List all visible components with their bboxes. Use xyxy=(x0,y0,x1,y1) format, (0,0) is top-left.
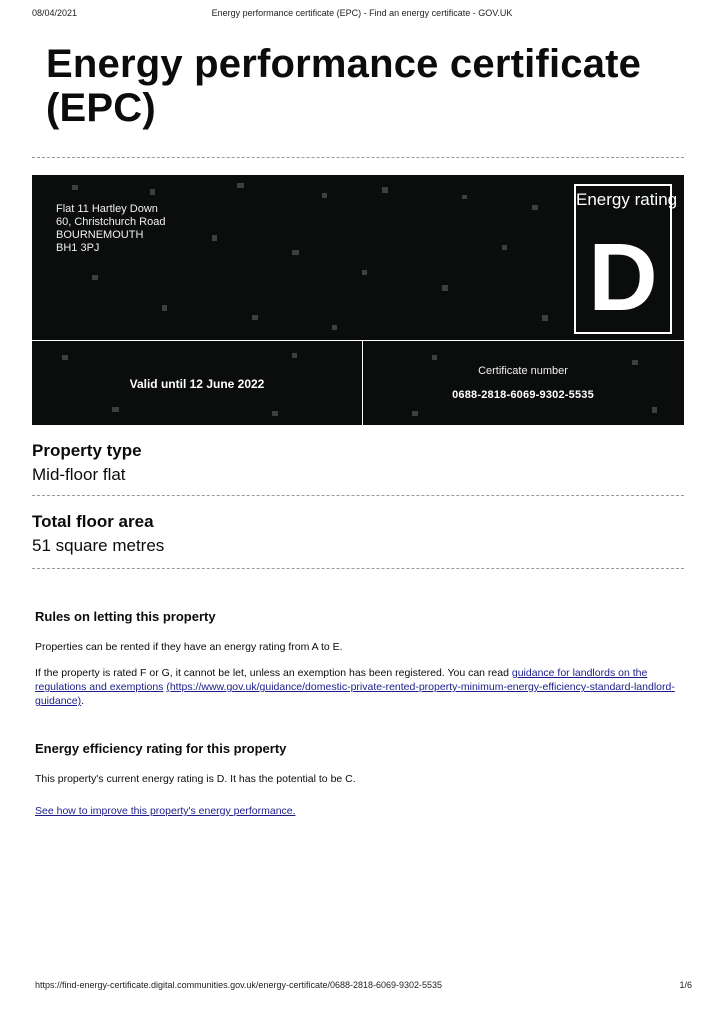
scan-speckle xyxy=(462,195,467,199)
scan-speckle xyxy=(252,315,258,320)
scan-speckle xyxy=(162,305,167,311)
letting-rules-text-end: . xyxy=(81,695,85,707)
scan-speckle xyxy=(237,183,244,188)
scan-speckle xyxy=(72,185,78,190)
scan-speckle xyxy=(432,355,437,360)
improve-performance-paragraph xyxy=(35,804,695,818)
page-number: 1/6 xyxy=(679,980,692,990)
certificate-number-label: Certificate number xyxy=(478,365,568,377)
scan-speckle xyxy=(542,315,548,321)
scan-speckle xyxy=(332,325,337,330)
property-type-heading: Property type xyxy=(32,441,142,460)
scan-speckle xyxy=(442,285,448,291)
print-date: 08/04/2021 xyxy=(32,8,78,18)
divider xyxy=(32,495,684,496)
print-url: https://find-energy-certificate.digital.communities.gov.uk/energy-certificate/0688-2818-6069-9302-5535 xyxy=(35,980,443,990)
divider xyxy=(32,568,684,569)
scan-speckle xyxy=(212,235,217,241)
efficiency-rating-heading: Energy efficiency rating for this property xyxy=(35,741,287,756)
property-type-value: Mid-floor flat xyxy=(32,465,126,484)
address-line: BOURNEMOUTH xyxy=(56,229,144,241)
floor-area-heading: Total floor area xyxy=(32,512,154,531)
page-title-line-1: Energy performance certificate xyxy=(46,42,642,86)
print-footer xyxy=(35,980,692,994)
floor-area-value: 51 square metres xyxy=(32,536,165,555)
letting-rules-paragraph-2 xyxy=(35,666,695,708)
scan-speckle xyxy=(322,193,327,198)
print-page-title: Energy performance certificate (EPC) - Find an energy certificate - GOV.UK xyxy=(211,8,513,18)
page-title xyxy=(46,42,686,130)
scan-speckle xyxy=(62,355,68,360)
energy-rating-panel xyxy=(574,184,678,334)
scan-speckle xyxy=(502,245,507,250)
efficiency-rating-paragraph: This property's current energy rating is D. It has the potential to be C. xyxy=(35,773,356,785)
scan-speckle xyxy=(112,407,119,412)
certificate-summary-box xyxy=(32,175,684,425)
certificate-number: 0688-2818-6069-9302-5535 xyxy=(452,389,594,401)
landlord-guidance-link[interactable]: guidance for landlords on the regulations and exemptions xyxy=(35,667,648,693)
scan-speckle xyxy=(292,250,299,255)
property-address xyxy=(56,203,165,255)
address-line: 60, Christchurch Road xyxy=(56,216,166,228)
address-line: Flat 11 Hartley Down xyxy=(56,203,158,215)
scan-speckle xyxy=(532,205,538,210)
energy-rating-letter: D xyxy=(588,224,658,331)
scan-speckle xyxy=(412,411,418,416)
certificate-top-panel xyxy=(32,175,684,340)
landlord-guidance-url[interactable]: (https://www.gov.uk/guidance/domestic-private-rented-property-minimum-energy-efficiency-standard-landlord-guidance) xyxy=(35,681,675,707)
letting-rules-paragraph-1: Properties can be rented if they have an energy rating from A to E. xyxy=(35,641,343,653)
page-title-line-2: (EPC) xyxy=(46,86,156,130)
scan-speckle xyxy=(150,189,155,195)
scan-speckle xyxy=(382,187,388,193)
scan-speckle xyxy=(92,275,98,280)
certificate-divider-vertical xyxy=(362,341,363,425)
scan-speckle xyxy=(652,407,657,413)
divider xyxy=(32,157,684,158)
valid-until: Valid until 12 June 2022 xyxy=(129,377,265,391)
scan-speckle xyxy=(272,411,278,416)
certificate-divider-horizontal xyxy=(32,340,684,341)
energy-rating-label: Energy rating xyxy=(576,190,678,209)
print-header xyxy=(32,8,692,22)
scan-speckle xyxy=(292,353,297,358)
scan-speckle xyxy=(632,360,638,365)
address-line: BH1 3PJ xyxy=(56,242,100,254)
scan-speckle xyxy=(362,270,367,275)
improve-performance-link[interactable]: See how to improve this property's energy performance. xyxy=(35,805,296,817)
letting-rules-text: If the property is rated F or G, it cannot be let, unless an exemption has been registered. You can read xyxy=(35,667,512,679)
letting-rules-heading: Rules on letting this property xyxy=(35,609,216,624)
